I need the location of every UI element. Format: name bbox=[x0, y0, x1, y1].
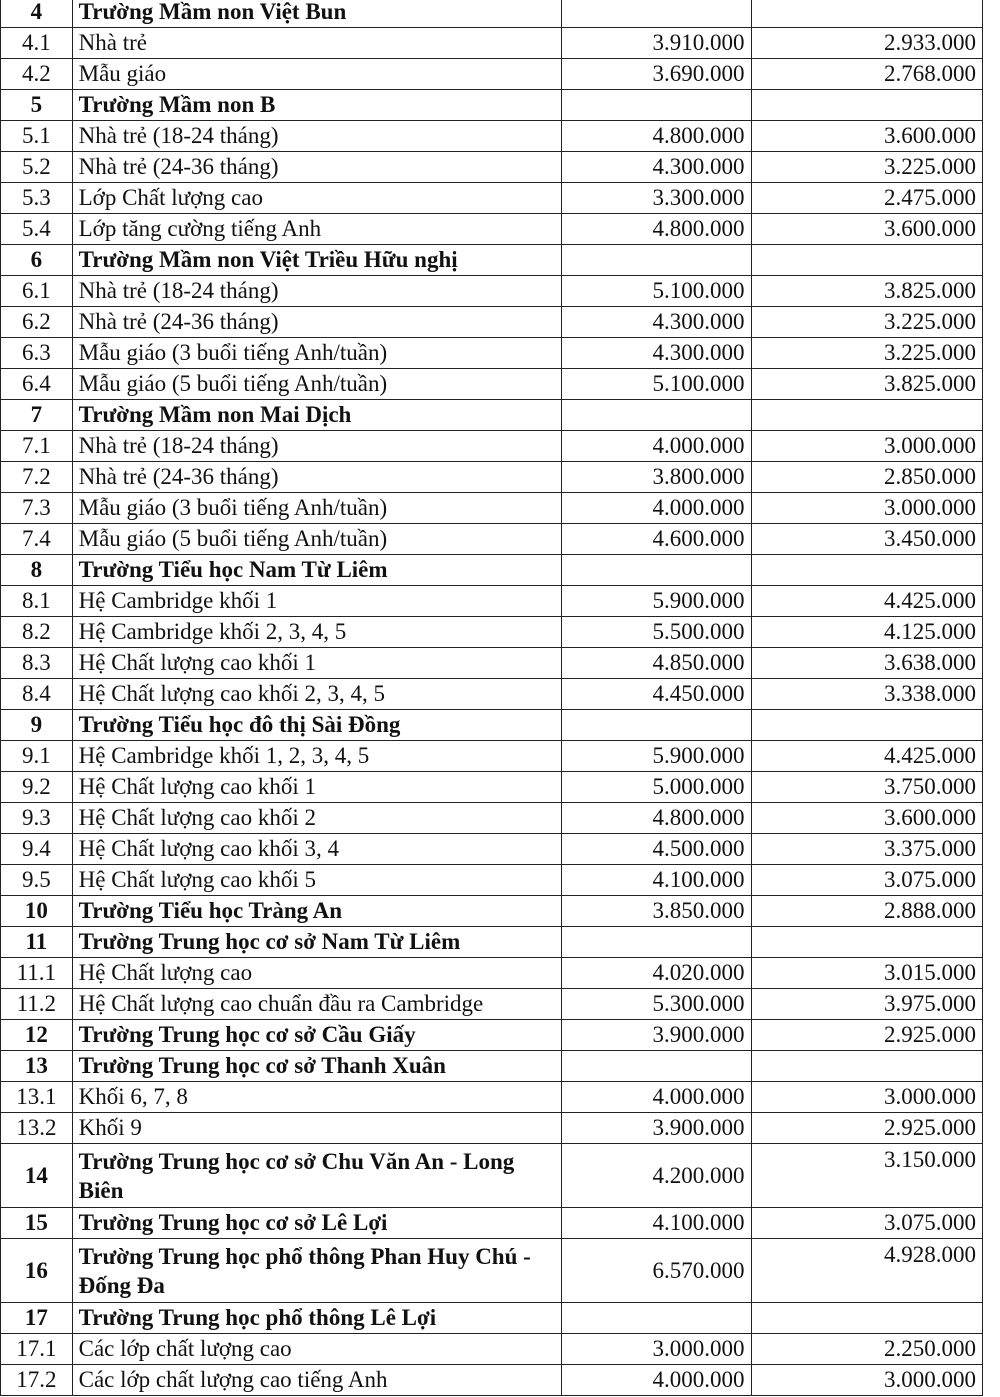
table-row-school bbox=[1, 927, 983, 958]
row-number-cell: 7.1 bbox=[1, 431, 73, 462]
fee-reduced-cell: 3.600.000 bbox=[751, 803, 983, 834]
row-number-cell: 5.2 bbox=[1, 152, 73, 183]
row-name-cell: Hệ Chất lượng cao khối 2 bbox=[72, 803, 561, 834]
fee-reduced-cell bbox=[751, 710, 983, 741]
row-number-cell: 15 bbox=[1, 1208, 73, 1239]
fee-value-cell: 4.200.000 bbox=[561, 1144, 751, 1208]
table-row bbox=[1, 59, 983, 90]
table-row bbox=[1, 865, 983, 896]
fee-reduced-cell bbox=[751, 1051, 983, 1082]
row-name-cell: Mẫu giáo (5 buổi tiếng Anh/tuần) bbox=[72, 369, 561, 400]
table-row bbox=[1, 586, 983, 617]
fee-reduced-cell: 2.250.000 bbox=[751, 1334, 983, 1365]
fee-reduced-cell: 3.600.000 bbox=[751, 214, 983, 245]
table-row-school bbox=[1, 245, 983, 276]
fee-value-cell: 4.600.000 bbox=[561, 524, 751, 555]
table-row bbox=[1, 524, 983, 555]
row-name-cell: Trường Trung học cơ sở Cầu Giấy bbox=[72, 1020, 561, 1051]
row-name-cell: Nhà trẻ (24-36 tháng) bbox=[72, 462, 561, 493]
row-number-cell: 9.5 bbox=[1, 865, 73, 896]
row-name-cell: Các lớp chất lượng cao bbox=[72, 1334, 561, 1365]
fee-value-cell: 4.020.000 bbox=[561, 958, 751, 989]
table-row bbox=[1, 121, 983, 152]
row-name-cell: Mẫu giáo (3 buổi tiếng Anh/tuần) bbox=[72, 338, 561, 369]
fee-reduced-cell: 2.925.000 bbox=[751, 1020, 983, 1051]
fee-value-cell: 5.100.000 bbox=[561, 276, 751, 307]
fee-value-cell: 3.850.000 bbox=[561, 896, 751, 927]
fee-value-cell: 4.000.000 bbox=[561, 1082, 751, 1113]
row-name-cell: Hệ Chất lượng cao khối 2, 3, 4, 5 bbox=[72, 679, 561, 710]
row-number-cell: 4.1 bbox=[1, 28, 73, 59]
row-number-cell: 8.4 bbox=[1, 679, 73, 710]
row-name-cell: Mẫu giáo bbox=[72, 59, 561, 90]
row-number-cell: 17 bbox=[1, 1303, 73, 1334]
row-name-cell: Nhà trẻ (18-24 tháng) bbox=[72, 276, 561, 307]
table-row bbox=[1, 338, 983, 369]
row-name-cell: Hệ Cambridge khối 1 bbox=[72, 586, 561, 617]
fee-reduced-cell bbox=[751, 1303, 983, 1334]
fee-reduced-cell bbox=[751, 555, 983, 586]
row-name-cell: Hệ Cambridge khối 2, 3, 4, 5 bbox=[72, 617, 561, 648]
row-number-cell: 4.2 bbox=[1, 59, 73, 90]
row-number-cell: 7 bbox=[1, 400, 73, 431]
table-row-school bbox=[1, 1239, 983, 1303]
table-row bbox=[1, 431, 983, 462]
row-number-cell: 6.1 bbox=[1, 276, 73, 307]
fee-value-cell bbox=[561, 710, 751, 741]
row-number-cell: 9.3 bbox=[1, 803, 73, 834]
fee-reduced-cell: 3.825.000 bbox=[751, 276, 983, 307]
fee-value-cell: 3.690.000 bbox=[561, 59, 751, 90]
fee-table-body bbox=[1, 0, 983, 1396]
fee-reduced-cell: 3.600.000 bbox=[751, 121, 983, 152]
row-name-cell: Lớp tăng cường tiếng Anh bbox=[72, 214, 561, 245]
table-row bbox=[1, 493, 983, 524]
row-number-cell: 6.3 bbox=[1, 338, 73, 369]
fee-reduced-cell: 2.768.000 bbox=[751, 59, 983, 90]
fee-value-cell: 4.300.000 bbox=[561, 338, 751, 369]
row-number-cell: 5.4 bbox=[1, 214, 73, 245]
fee-reduced-cell: 4.425.000 bbox=[751, 741, 983, 772]
row-name-cell: Nhà trẻ (24-36 tháng) bbox=[72, 152, 561, 183]
fee-value-cell: 4.100.000 bbox=[561, 865, 751, 896]
fee-value-cell: 5.500.000 bbox=[561, 617, 751, 648]
row-name-cell: Trường Mầm non Việt Bun bbox=[72, 0, 561, 28]
row-number-cell: 5 bbox=[1, 90, 73, 121]
table-row bbox=[1, 28, 983, 59]
fee-value-cell: 3.900.000 bbox=[561, 1020, 751, 1051]
table-row bbox=[1, 834, 983, 865]
table-row bbox=[1, 462, 983, 493]
fee-reduced-cell: 3.638.000 bbox=[751, 648, 983, 679]
fee-reduced-cell: 3.825.000 bbox=[751, 369, 983, 400]
row-number-cell: 8.2 bbox=[1, 617, 73, 648]
table-row bbox=[1, 1113, 983, 1144]
fee-reduced-cell: 3.338.000 bbox=[751, 679, 983, 710]
row-number-cell: 10 bbox=[1, 896, 73, 927]
table-row bbox=[1, 276, 983, 307]
row-name-cell: Trường Trung học cơ sở Nam Từ Liêm bbox=[72, 927, 561, 958]
fee-value-cell: 5.100.000 bbox=[561, 369, 751, 400]
row-name-cell: Khối 9 bbox=[72, 1113, 561, 1144]
table-row bbox=[1, 772, 983, 803]
table-row bbox=[1, 307, 983, 338]
table-row-school bbox=[1, 0, 983, 28]
row-name-cell: Nhà trẻ (18-24 tháng) bbox=[72, 431, 561, 462]
row-name-cell: Khối 6, 7, 8 bbox=[72, 1082, 561, 1113]
row-name-cell: Nhà trẻ (24-36 tháng) bbox=[72, 307, 561, 338]
row-number-cell: 6.2 bbox=[1, 307, 73, 338]
row-number-cell: 9 bbox=[1, 710, 73, 741]
row-number-cell: 6 bbox=[1, 245, 73, 276]
row-number-cell: 9.1 bbox=[1, 741, 73, 772]
row-name-cell: Trường Trung học cơ sở Lê Lợi bbox=[72, 1208, 561, 1239]
fee-value-cell: 5.900.000 bbox=[561, 586, 751, 617]
row-name-cell: Lớp Chất lượng cao bbox=[72, 183, 561, 214]
fee-value-cell: 3.300.000 bbox=[561, 183, 751, 214]
table-row-school bbox=[1, 90, 983, 121]
fee-reduced-cell: 2.475.000 bbox=[751, 183, 983, 214]
row-name-cell: Mẫu giáo (3 buổi tiếng Anh/tuần) bbox=[72, 493, 561, 524]
fee-value-cell: 3.900.000 bbox=[561, 1113, 751, 1144]
fee-value-cell: 3.800.000 bbox=[561, 462, 751, 493]
fee-reduced-cell: 4.125.000 bbox=[751, 617, 983, 648]
fee-reduced-cell: 3.075.000 bbox=[751, 865, 983, 896]
fee-reduced-cell: 3.450.000 bbox=[751, 524, 983, 555]
row-number-cell: 7.4 bbox=[1, 524, 73, 555]
fee-reduced-cell: 2.850.000 bbox=[751, 462, 983, 493]
fee-reduced-cell bbox=[751, 927, 983, 958]
row-name-cell: Hệ Chất lượng cao khối 3, 4 bbox=[72, 834, 561, 865]
fee-value-cell: 5.300.000 bbox=[561, 989, 751, 1020]
fee-value-cell bbox=[561, 0, 751, 28]
row-number-cell: 14 bbox=[1, 1144, 73, 1208]
row-number-cell: 13.1 bbox=[1, 1082, 73, 1113]
row-name-cell: Trường Mầm non B bbox=[72, 90, 561, 121]
table-row bbox=[1, 214, 983, 245]
table-row bbox=[1, 1365, 983, 1396]
table-row bbox=[1, 803, 983, 834]
row-name-cell: Hệ Chất lượng cao bbox=[72, 958, 561, 989]
row-number-cell: 7.3 bbox=[1, 493, 73, 524]
fee-value-cell: 4.000.000 bbox=[561, 431, 751, 462]
fee-value-cell: 4.100.000 bbox=[561, 1208, 751, 1239]
fee-reduced-cell: 2.925.000 bbox=[751, 1113, 983, 1144]
row-name-cell: Trường Mầm non Việt Triều Hữu nghị bbox=[72, 245, 561, 276]
row-name-cell: Nhà trẻ bbox=[72, 28, 561, 59]
fee-reduced-cell: 4.928.000 bbox=[751, 1239, 983, 1303]
fee-reduced-cell: 3.225.000 bbox=[751, 152, 983, 183]
table-row-school bbox=[1, 896, 983, 927]
table-row-school bbox=[1, 1144, 983, 1208]
fee-value-cell: 4.800.000 bbox=[561, 121, 751, 152]
fee-value-cell: 4.300.000 bbox=[561, 307, 751, 338]
table-row-school bbox=[1, 710, 983, 741]
fee-value-cell: 4.850.000 bbox=[561, 648, 751, 679]
row-number-cell: 17.1 bbox=[1, 1334, 73, 1365]
fee-value-cell: 6.570.000 bbox=[561, 1239, 751, 1303]
row-name-cell: Trường Trung học phổ thông Phan Huy Chú - Đống Đa bbox=[72, 1239, 561, 1303]
fee-value-cell bbox=[561, 927, 751, 958]
fee-reduced-cell bbox=[751, 0, 983, 28]
fee-value-cell: 4.800.000 bbox=[561, 803, 751, 834]
fee-value-cell bbox=[561, 90, 751, 121]
table-row-school bbox=[1, 1051, 983, 1082]
row-number-cell: 17.2 bbox=[1, 1365, 73, 1396]
fee-reduced-cell: 3.975.000 bbox=[751, 989, 983, 1020]
row-number-cell: 11.2 bbox=[1, 989, 73, 1020]
fee-value-cell: 4.800.000 bbox=[561, 214, 751, 245]
fee-reduced-cell: 3.015.000 bbox=[751, 958, 983, 989]
row-name-cell: Trường Tiểu học đô thị Sài Đồng bbox=[72, 710, 561, 741]
fee-reduced-cell: 3.000.000 bbox=[751, 1082, 983, 1113]
fee-value-cell: 4.450.000 bbox=[561, 679, 751, 710]
row-number-cell: 11.1 bbox=[1, 958, 73, 989]
fee-value-cell: 3.910.000 bbox=[561, 28, 751, 59]
row-name-cell: Trường Trung học cơ sở Chu Văn An - Long Biên bbox=[72, 1144, 561, 1208]
row-name-cell: Hệ Chất lượng cao chuẩn đầu ra Cambridge bbox=[72, 989, 561, 1020]
table-row bbox=[1, 1334, 983, 1365]
fee-reduced-cell: 3.000.000 bbox=[751, 1365, 983, 1396]
fee-value-cell: 4.500.000 bbox=[561, 834, 751, 865]
fee-value-cell: 4.300.000 bbox=[561, 152, 751, 183]
row-name-cell: Trường Trung học phổ thông Lê Lợi bbox=[72, 1303, 561, 1334]
table-row bbox=[1, 679, 983, 710]
row-number-cell: 8.1 bbox=[1, 586, 73, 617]
table-row-school bbox=[1, 400, 983, 431]
fee-reduced-cell: 4.425.000 bbox=[751, 586, 983, 617]
fee-reduced-cell: 3.375.000 bbox=[751, 834, 983, 865]
row-name-cell: Trường Tiểu học Tràng An bbox=[72, 896, 561, 927]
fee-value-cell: 3.000.000 bbox=[561, 1334, 751, 1365]
row-number-cell: 9.4 bbox=[1, 834, 73, 865]
row-name-cell: Mẫu giáo (5 buổi tiếng Anh/tuần) bbox=[72, 524, 561, 555]
table-row-school bbox=[1, 555, 983, 586]
fee-reduced-cell: 3.750.000 bbox=[751, 772, 983, 803]
row-number-cell: 12 bbox=[1, 1020, 73, 1051]
row-number-cell: 9.2 bbox=[1, 772, 73, 803]
table-row bbox=[1, 989, 983, 1020]
row-number-cell: 11 bbox=[1, 927, 73, 958]
table-row-school bbox=[1, 1208, 983, 1239]
row-number-cell: 6.4 bbox=[1, 369, 73, 400]
table-row-school bbox=[1, 1303, 983, 1334]
row-name-cell: Hệ Chất lượng cao khối 1 bbox=[72, 772, 561, 803]
row-number-cell: 4 bbox=[1, 0, 73, 28]
table-row bbox=[1, 741, 983, 772]
row-number-cell: 8.3 bbox=[1, 648, 73, 679]
row-number-cell: 16 bbox=[1, 1239, 73, 1303]
row-name-cell: Trường Tiểu học Nam Từ Liêm bbox=[72, 555, 561, 586]
fee-value-cell: 4.000.000 bbox=[561, 493, 751, 524]
fee-reduced-cell: 3.225.000 bbox=[751, 338, 983, 369]
fee-value-cell bbox=[561, 245, 751, 276]
fee-reduced-cell: 2.888.000 bbox=[751, 896, 983, 927]
fee-reduced-cell: 3.150.000 bbox=[751, 1144, 983, 1208]
fee-reduced-cell: 3.225.000 bbox=[751, 307, 983, 338]
table-row bbox=[1, 369, 983, 400]
fee-value-cell: 4.000.000 bbox=[561, 1365, 751, 1396]
table-row bbox=[1, 958, 983, 989]
row-name-cell: Trường Trung học cơ sở Thanh Xuân bbox=[72, 1051, 561, 1082]
table-row-school bbox=[1, 1020, 983, 1051]
row-number-cell: 8 bbox=[1, 555, 73, 586]
fee-value-cell bbox=[561, 555, 751, 586]
fee-value-cell: 5.000.000 bbox=[561, 772, 751, 803]
fee-value-cell: 5.900.000 bbox=[561, 741, 751, 772]
table-row bbox=[1, 617, 983, 648]
table-row bbox=[1, 1082, 983, 1113]
fee-reduced-cell bbox=[751, 400, 983, 431]
table-row bbox=[1, 152, 983, 183]
row-name-cell: Hệ Cambridge khối 1, 2, 3, 4, 5 bbox=[72, 741, 561, 772]
fee-reduced-cell: 3.000.000 bbox=[751, 493, 983, 524]
fee-reduced-cell: 3.000.000 bbox=[751, 431, 983, 462]
row-number-cell: 7.2 bbox=[1, 462, 73, 493]
row-name-cell: Các lớp chất lượng cao tiếng Anh bbox=[72, 1365, 561, 1396]
row-name-cell: Trường Mầm non Mai Dịch bbox=[72, 400, 561, 431]
row-number-cell: 5.3 bbox=[1, 183, 73, 214]
row-number-cell: 5.1 bbox=[1, 121, 73, 152]
table-row bbox=[1, 648, 983, 679]
row-name-cell: Hệ Chất lượng cao khối 5 bbox=[72, 865, 561, 896]
fee-reduced-cell: 2.933.000 bbox=[751, 28, 983, 59]
fee-value-cell bbox=[561, 400, 751, 431]
fee-reduced-cell bbox=[751, 90, 983, 121]
fee-reduced-cell: 3.075.000 bbox=[751, 1208, 983, 1239]
fee-value-cell bbox=[561, 1051, 751, 1082]
row-name-cell: Nhà trẻ (18-24 tháng) bbox=[72, 121, 561, 152]
fee-reduced-cell bbox=[751, 245, 983, 276]
row-number-cell: 13.2 bbox=[1, 1113, 73, 1144]
row-name-cell: Hệ Chất lượng cao khối 1 bbox=[72, 648, 561, 679]
fee-value-cell bbox=[561, 1303, 751, 1334]
row-number-cell: 13 bbox=[1, 1051, 73, 1082]
table-row bbox=[1, 183, 983, 214]
